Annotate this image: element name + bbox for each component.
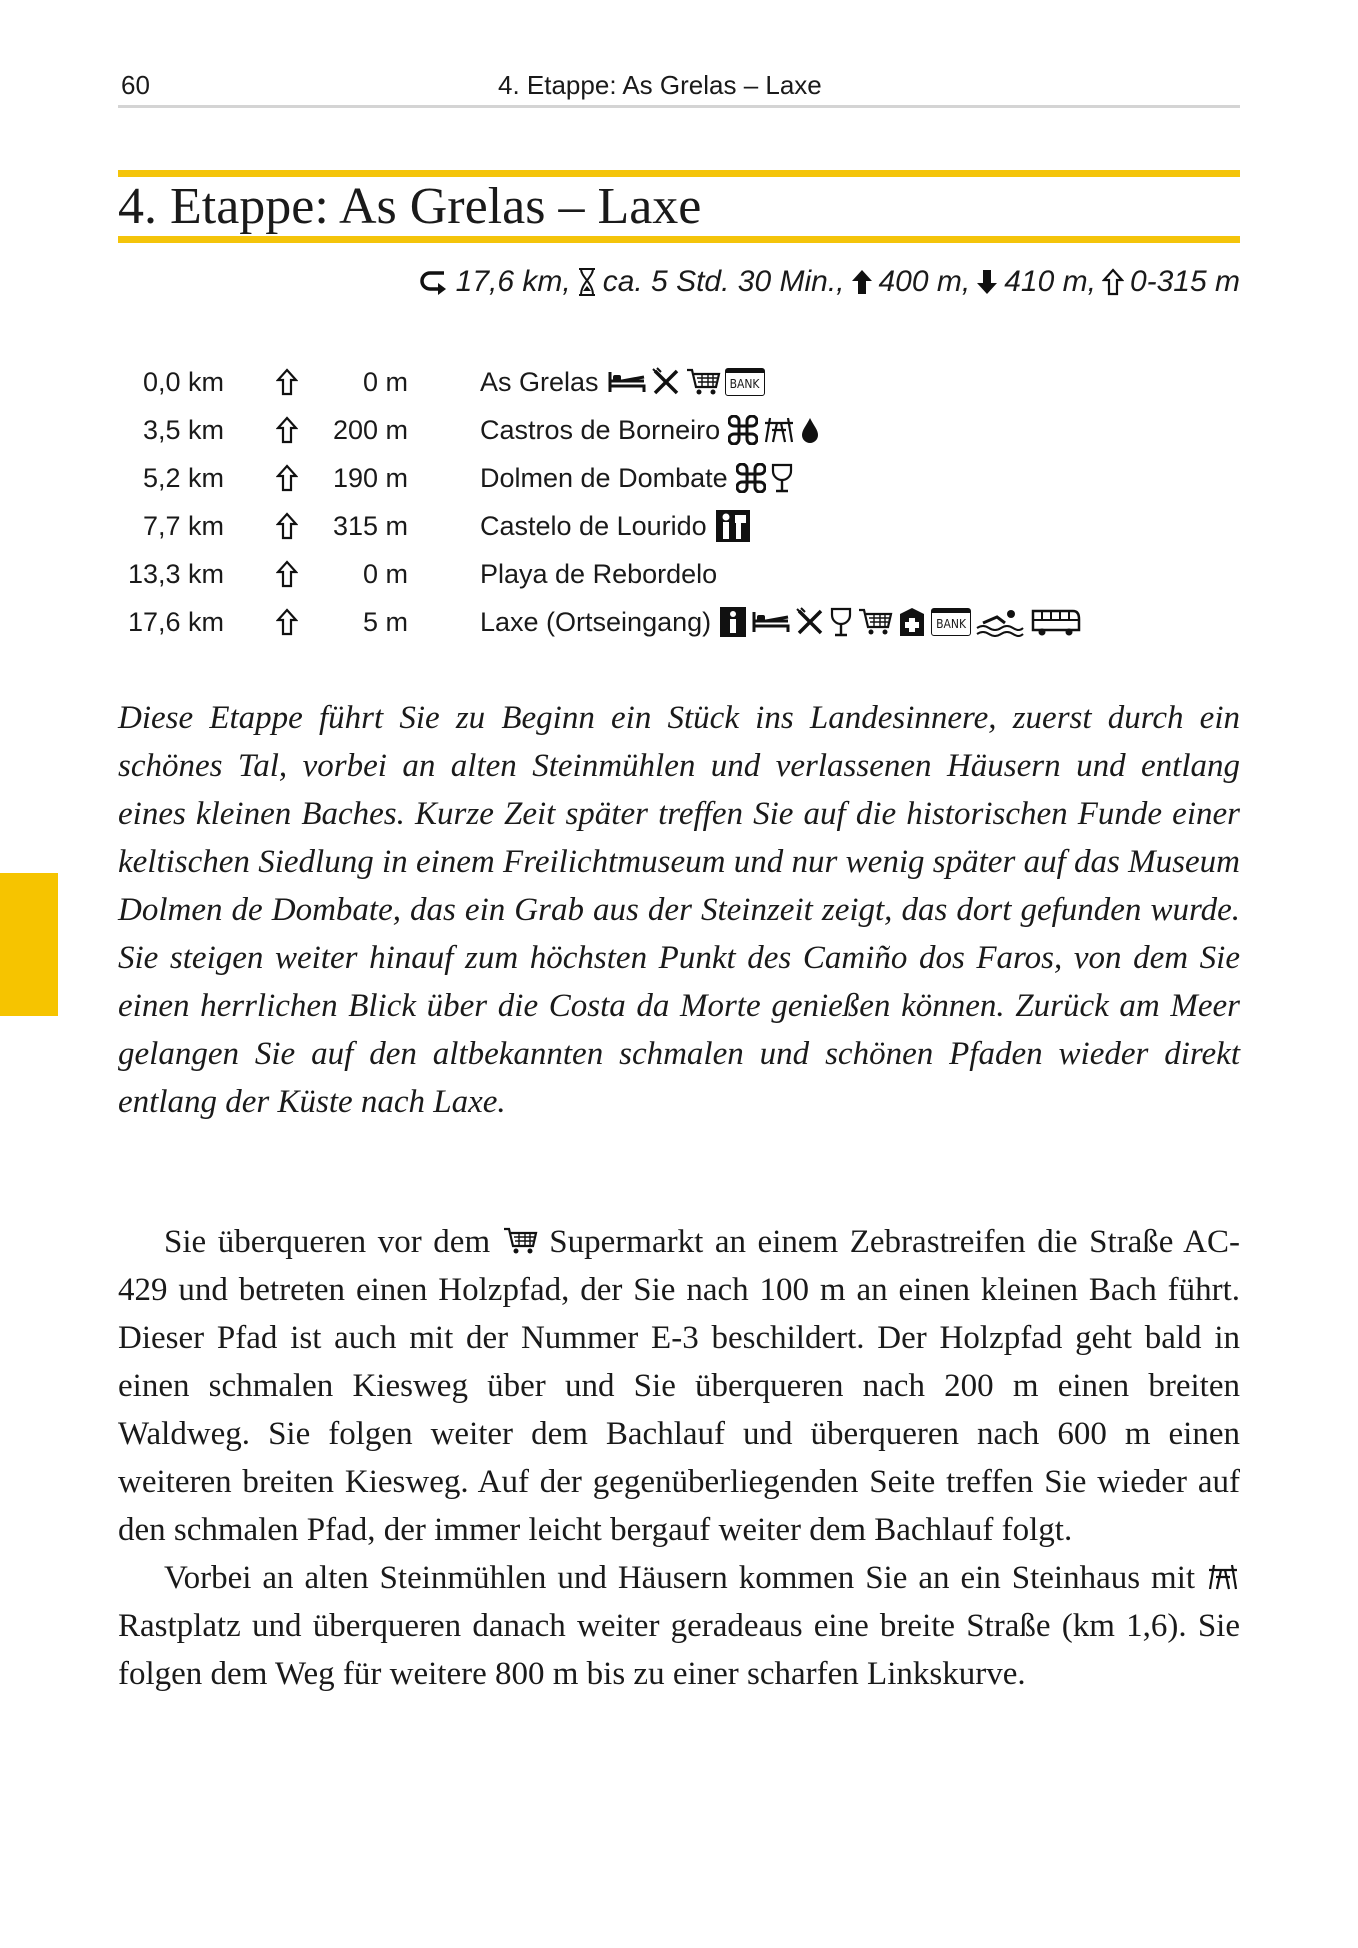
altitude-arrow-icon (276, 560, 328, 588)
paragraph-1-text-end: Supermarkt an einem Zebrastreifen die Straße AC-429 und betreten einen Holzpfad, der Sie nach 100 m an einen kleinen Bach führt. Dieser Pfad ist auch mit der Nummer E-3 beschildert. Der Holzpfad geht bald in einen schmalen Kiesweg über und Sie überqueren nach 200 m einen breiten Waldweg. Sie folgen weiter dem Bachlauf und überqueren nach 600 m einen weiteren breiten Kiesweg. Auf der gegenüberliegenden Seite treffen Sie wieder auf den schmalen Pfad, der immer leicht bergauf weiter dem Bachlauf folgt. (118, 1224, 1240, 1548)
bank-label: BANK (729, 377, 760, 391)
descent-value: 410 m, (1004, 265, 1096, 298)
waypoint-name: Laxe (Ortseingang) (480, 606, 712, 637)
sight-icon (728, 415, 758, 445)
waypoint-icons (719, 606, 1081, 638)
waypoint-altitude: 0 m (362, 558, 408, 589)
duration-value: ca. 5 Std. 30 Min., (602, 265, 845, 298)
title-rule-bottom (118, 236, 1240, 243)
paragraph-2-text-end: Rastplatz und überqueren danach weiter geradeaus eine breite Straße (km 1,6). Sie folgen dem Weg für weitere 800 m bis zu einer scharfen Linkskurve. (118, 1608, 1240, 1692)
swimming-icon (975, 607, 1025, 637)
waypoint-name: Castros de Borneiro (480, 414, 721, 445)
water-drop-icon (800, 416, 820, 444)
waypoint-row (118, 406, 1081, 454)
waypoint-row (118, 598, 1081, 646)
bus-icon (1029, 607, 1081, 637)
waypoint-name: Dolmen de Dombate (480, 462, 728, 493)
route-arrow-icon (420, 269, 450, 295)
picnic-area-icon (1206, 1562, 1240, 1592)
descent-arrow-icon (976, 268, 998, 296)
shopping-cart-icon (685, 367, 721, 397)
waypoint-distance: 13,3 km (127, 558, 224, 589)
altitude-arrow-icon (276, 512, 328, 540)
waypoint-distance: 3,5 km (142, 414, 224, 445)
bar-glass-icon (770, 462, 794, 494)
title-rule-top (118, 170, 1240, 177)
stage-summary (420, 265, 1240, 299)
intro-paragraph: Diese Etappe führt Sie zu Beginn ein Stück ins Landesinnere, zuerst durch ein schönes Tal, vorbei an alten Steinmühlen und verlassenen Häusern und entlang eines kleinen Baches. Kurze Zeit später treffen Sie auf die historischen Funde einer keltischen Siedlung in einem Freilichtmuseum und nur wenig später auf das Museum Dolmen de Dombate, das ein Grab aus der Steinzeit zeigt, das dort gefunden wurde. Sie steigen weiter hinauf zum höchsten Punkt des Camiño dos Faros, von dem Sie einen herrlichen Blick über die Costa da Morte genießen können. Zurück am Meer gelangen Sie auf den altbekannten schmalen und schönen Pfaden wieder direkt entlang der Küste nach Laxe. (118, 700, 1240, 1120)
picnic-area-icon (762, 415, 796, 445)
waypoint-row (118, 550, 1081, 598)
waypoint-name: Playa de Rebordelo (480, 558, 718, 589)
waypoint-name: As Grelas (480, 366, 599, 397)
distance-value: 17,6 km, (455, 265, 571, 298)
restaurant-icon (795, 607, 825, 637)
waypoint-icons (607, 367, 765, 397)
pharmacy-icon (897, 606, 927, 638)
waypoint-distance: 0,0 km (142, 366, 224, 397)
bank-icon (931, 608, 971, 636)
altitude-range-value: 0-315 m (1129, 265, 1240, 298)
ascent-arrow-icon (851, 268, 873, 296)
waypoint-row (118, 454, 1081, 502)
waypoint-altitude: 0 m (362, 366, 408, 397)
route-description (118, 1218, 1240, 1698)
chapter-title: 4. Etappe: As Grelas – Laxe (118, 178, 702, 235)
waypoint-distance: 5,2 km (142, 462, 224, 493)
side-thumb-marker (0, 873, 58, 1016)
waypoint-row (118, 358, 1081, 406)
altitude-arrow-icon (1102, 268, 1124, 296)
ascent-value: 400 m, (878, 265, 971, 298)
waypoint-icons (728, 415, 820, 445)
bank-icon (725, 368, 765, 396)
restaurant-icon (651, 367, 681, 397)
waypoint-distance: 7,7 km (142, 510, 224, 541)
waypoint-icons (736, 462, 794, 494)
bed-icon (751, 608, 791, 636)
running-title: 4. Etappe: As Grelas – Laxe (498, 70, 822, 100)
paragraph-2-text-start: Vorbei an alten Steinmühlen und Häusern kommen Sie an ein Steinhaus mit (164, 1560, 1196, 1596)
header-rule (118, 105, 1240, 108)
waypoint-altitude: 315 m (332, 510, 408, 541)
waypoint-altitude: 5 m (362, 606, 408, 637)
altitude-arrow-icon (276, 464, 328, 492)
viewpoint-icon (715, 509, 751, 543)
waypoint-altitude: 190 m (332, 462, 408, 493)
bank-label: BANK (936, 617, 967, 631)
hourglass-icon (577, 267, 597, 297)
waypoint-table (118, 358, 1081, 646)
waypoint-name: Castelo de Lourido (480, 510, 707, 541)
body-paragraph-2 (118, 1554, 1240, 1698)
body-paragraph-1 (118, 1218, 1240, 1554)
shopping-cart-icon (857, 607, 893, 637)
page-number: 60 (121, 70, 150, 100)
waypoint-row (118, 502, 1081, 550)
altitude-arrow-icon (276, 416, 328, 444)
paragraph-1-text-start: Sie überqueren vor dem (164, 1224, 491, 1260)
altitude-arrow-icon (276, 368, 328, 396)
altitude-arrow-icon (276, 608, 328, 636)
waypoint-icons (715, 509, 751, 543)
waypoint-altitude: 200 m (332, 414, 408, 445)
bed-icon (607, 368, 647, 396)
bar-glass-icon (829, 606, 853, 638)
information-icon (719, 606, 747, 638)
waypoint-distance: 17,6 km (127, 606, 224, 637)
sight-icon (736, 463, 766, 493)
shopping-cart-icon (502, 1226, 538, 1256)
